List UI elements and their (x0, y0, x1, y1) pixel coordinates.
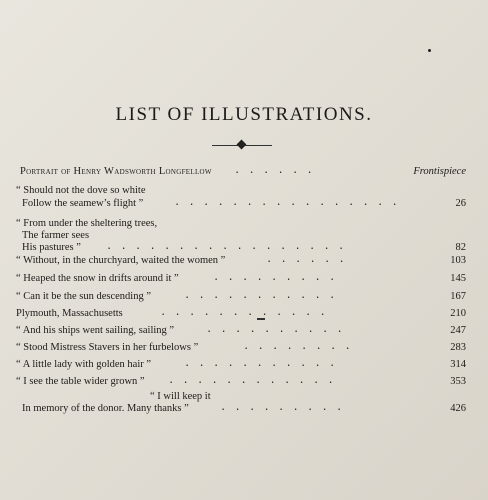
entry-caption: “ I see the table wider grown ” (16, 376, 145, 387)
entry-page: 145 (450, 273, 466, 284)
entry-caption: Follow the seamew’s flight ” (22, 198, 144, 209)
entry-page: 210 (450, 308, 466, 319)
entry-caption: “ Without, in the churchyard, waited the women ” (16, 255, 226, 266)
entry-caption: His pastures ” (22, 242, 81, 253)
leader-dots: . . . . . . . . . . . . (170, 375, 337, 385)
entry-caption: “ Should not the dove so white (16, 185, 146, 196)
entry-caption: The farmer sees (22, 230, 90, 241)
entry-caption: In memory of the donor. Many thanks ” (22, 403, 189, 414)
leader-dots: . . . . . . (236, 165, 316, 175)
entry-page: 247 (450, 325, 466, 336)
entry-caption: “ I will keep it (150, 391, 211, 402)
entry-page: 167 (450, 291, 466, 302)
entry-page: Frontispiece (413, 166, 466, 177)
stray-mark (257, 318, 265, 320)
entry-page: 283 (450, 342, 466, 353)
page-title: LIST OF ILLUSTRATIONS. (115, 104, 373, 125)
entry-page: 426 (450, 403, 466, 414)
entry-caption: “ From under the sheltering trees, (16, 218, 158, 229)
ink-speck (428, 49, 431, 52)
leader-dots: . . . . . . . . . . . (186, 290, 339, 300)
leader-dots: . . . . . . . . . . . . . . . . . (108, 241, 348, 251)
entry-caption: “ Stood Mistress Stavers in her furbelows ” (16, 342, 199, 353)
entry-caption: “ Heaped the snow in drifts around it ” (16, 273, 179, 284)
entry-caption: “ A little lady with golden hair ” (16, 359, 152, 370)
title-rule-ornament (237, 140, 247, 150)
entry-caption: Portrait of Henry Wadsworth Longfellow (20, 166, 212, 177)
entry-page: 353 (450, 376, 466, 387)
entry-caption: “ Can it be the sun descending ” (16, 291, 152, 302)
leader-dots: . . . . . . . . . . . (186, 358, 339, 368)
leader-dots: . . . . . . . . (245, 341, 354, 351)
entry-caption: “ And his ships went sailing, sailing ” (16, 325, 175, 336)
leader-dots: . . . . . . . . . . . . (162, 307, 329, 317)
entry-page: 314 (450, 359, 466, 370)
entry-page: 26 (455, 198, 466, 209)
entry-page: 82 (455, 242, 466, 253)
leader-dots: . . . . . . (268, 254, 348, 264)
leader-dots: . . . . . . . . . . (208, 324, 346, 334)
leader-dots: . . . . . . . . . (215, 272, 339, 282)
entry-page: 103 (450, 255, 466, 266)
entry-caption: Plymouth, Massachusetts (16, 308, 123, 319)
leader-dots: . . . . . . . . . (222, 402, 346, 412)
leader-dots: . . . . . . . . . . . . . . . . (176, 197, 401, 207)
